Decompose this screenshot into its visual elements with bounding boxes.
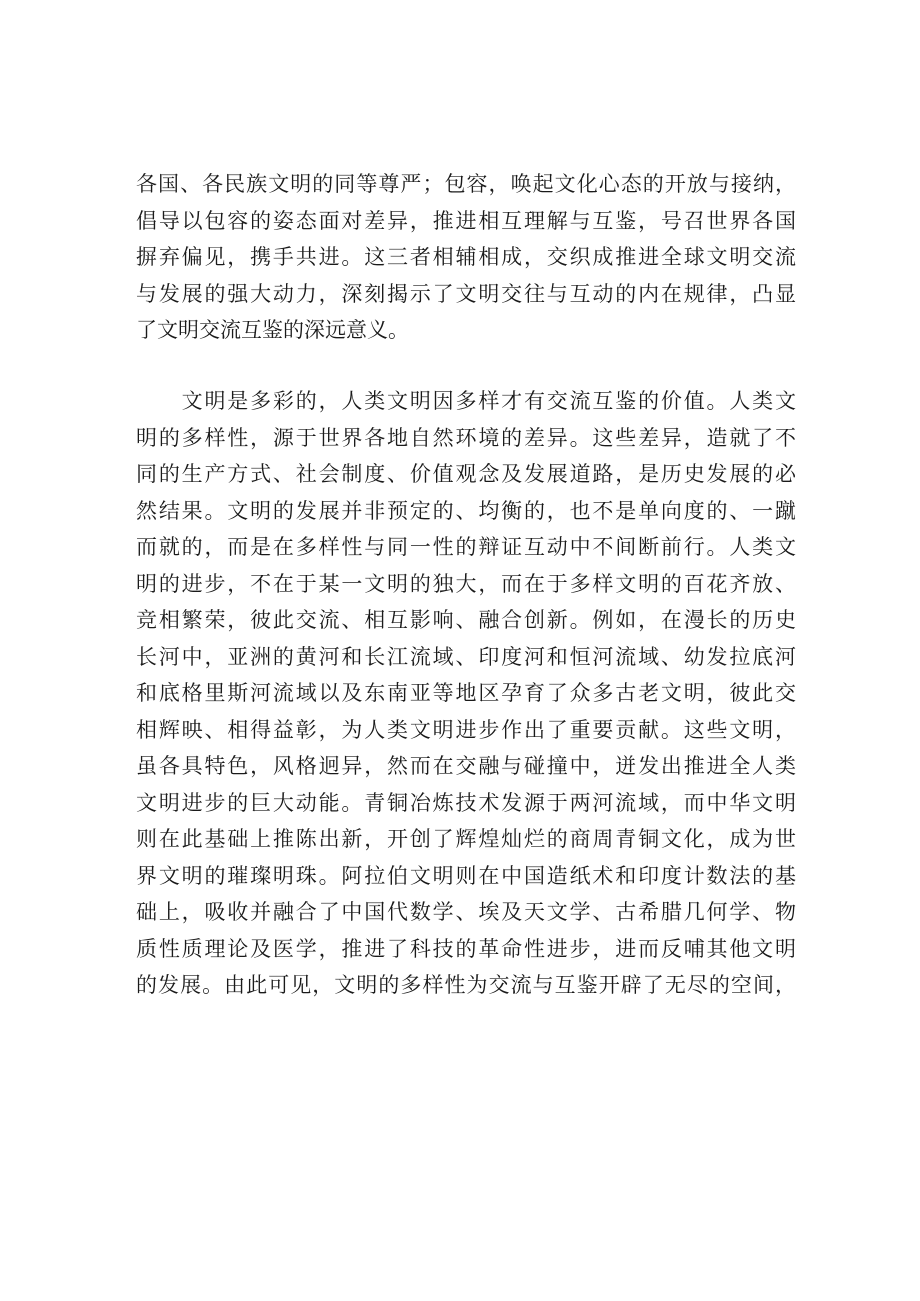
- text-line: 明的进步，不在于某一文明的独大，而在于多样文明的百花齐放、: [136, 571, 796, 596]
- text-line: 文明是多彩的，人类文明因多样才有交流互鉴的价值。人类文: [136, 389, 796, 413]
- text-line: 摒弃偏见，携手共进。这三者相辅相成，交织成推进全球文明交流: [136, 245, 796, 269]
- text-line: 竞相繁荣，彼此交流、相互影响、融合创新。例如，在漫长的历史: [136, 608, 796, 632]
- paragraph-1: [136, 166, 796, 349]
- text-line: 质性质理论及医学，推进了科技的革命性进步，进而反哺其他文明: [136, 936, 796, 961]
- text-line: 各国、各民族文明的同等尊严；包容，唤起文化心态的开放与接纳，: [136, 172, 796, 196]
- text-line: 长河中，亚洲的黄河和长江流域、印度河和恒河流域、幼发拉底河: [136, 644, 796, 669]
- text-line: 同的生产方式、社会制度、价值观念及发展道路，是历史发展的必: [136, 462, 796, 486]
- text-line: 与发展的强大动力，深刻揭示了文明交往与互动的内在规律，凸显: [136, 281, 796, 306]
- paragraph-2: [136, 383, 796, 1004]
- text-line: 础上，吸收并融合了中国代数学、埃及天文学、古希腊几何学、物: [136, 900, 796, 924]
- text-line: 然结果。文明的发展并非预定的、均衡的，也不是单向度的、一蹴: [136, 498, 796, 523]
- text-line: 明的多样性，源于世界各地自然环境的差异。这些差异，造就了不: [136, 425, 796, 450]
- text-line: 相辉映、相得益彰，为人类文明进步作出了重要贡献。这些文明，: [136, 717, 796, 742]
- text-line: 倡导以包容的姿态面对差异，推进相互理解与互鉴，号召世界各国: [136, 208, 796, 233]
- text-line: 和底格里斯河流域以及东南亚等地区孕育了众多古老文明，彼此交: [136, 681, 796, 705]
- text-line: 界文明的璀璨明珠。阿拉伯文明则在中国造纸术和印度计数法的基: [136, 863, 796, 888]
- text-line: 了文明交流互鉴的深远意义。: [136, 318, 409, 342]
- text-line: 则在此基础上推陈出新，开创了辉煌灿烂的商周青铜文化，成为世: [136, 827, 796, 851]
- text-line: 文明进步的巨大动能。青铜冶炼技术发源于两河流域，而中华文明: [136, 790, 796, 815]
- text-line: 虽各具特色，风格迥异，然而在交融与碰撞中，迸发出推进全人类: [136, 754, 796, 778]
- text-line: 而就的，而是在多样性与同一性的辩证互动中不间断前行。人类文: [136, 535, 796, 559]
- text-line: 的发展。由此可见，文明的多样性为交流与互鉴开辟了无尽的空间，: [136, 973, 796, 997]
